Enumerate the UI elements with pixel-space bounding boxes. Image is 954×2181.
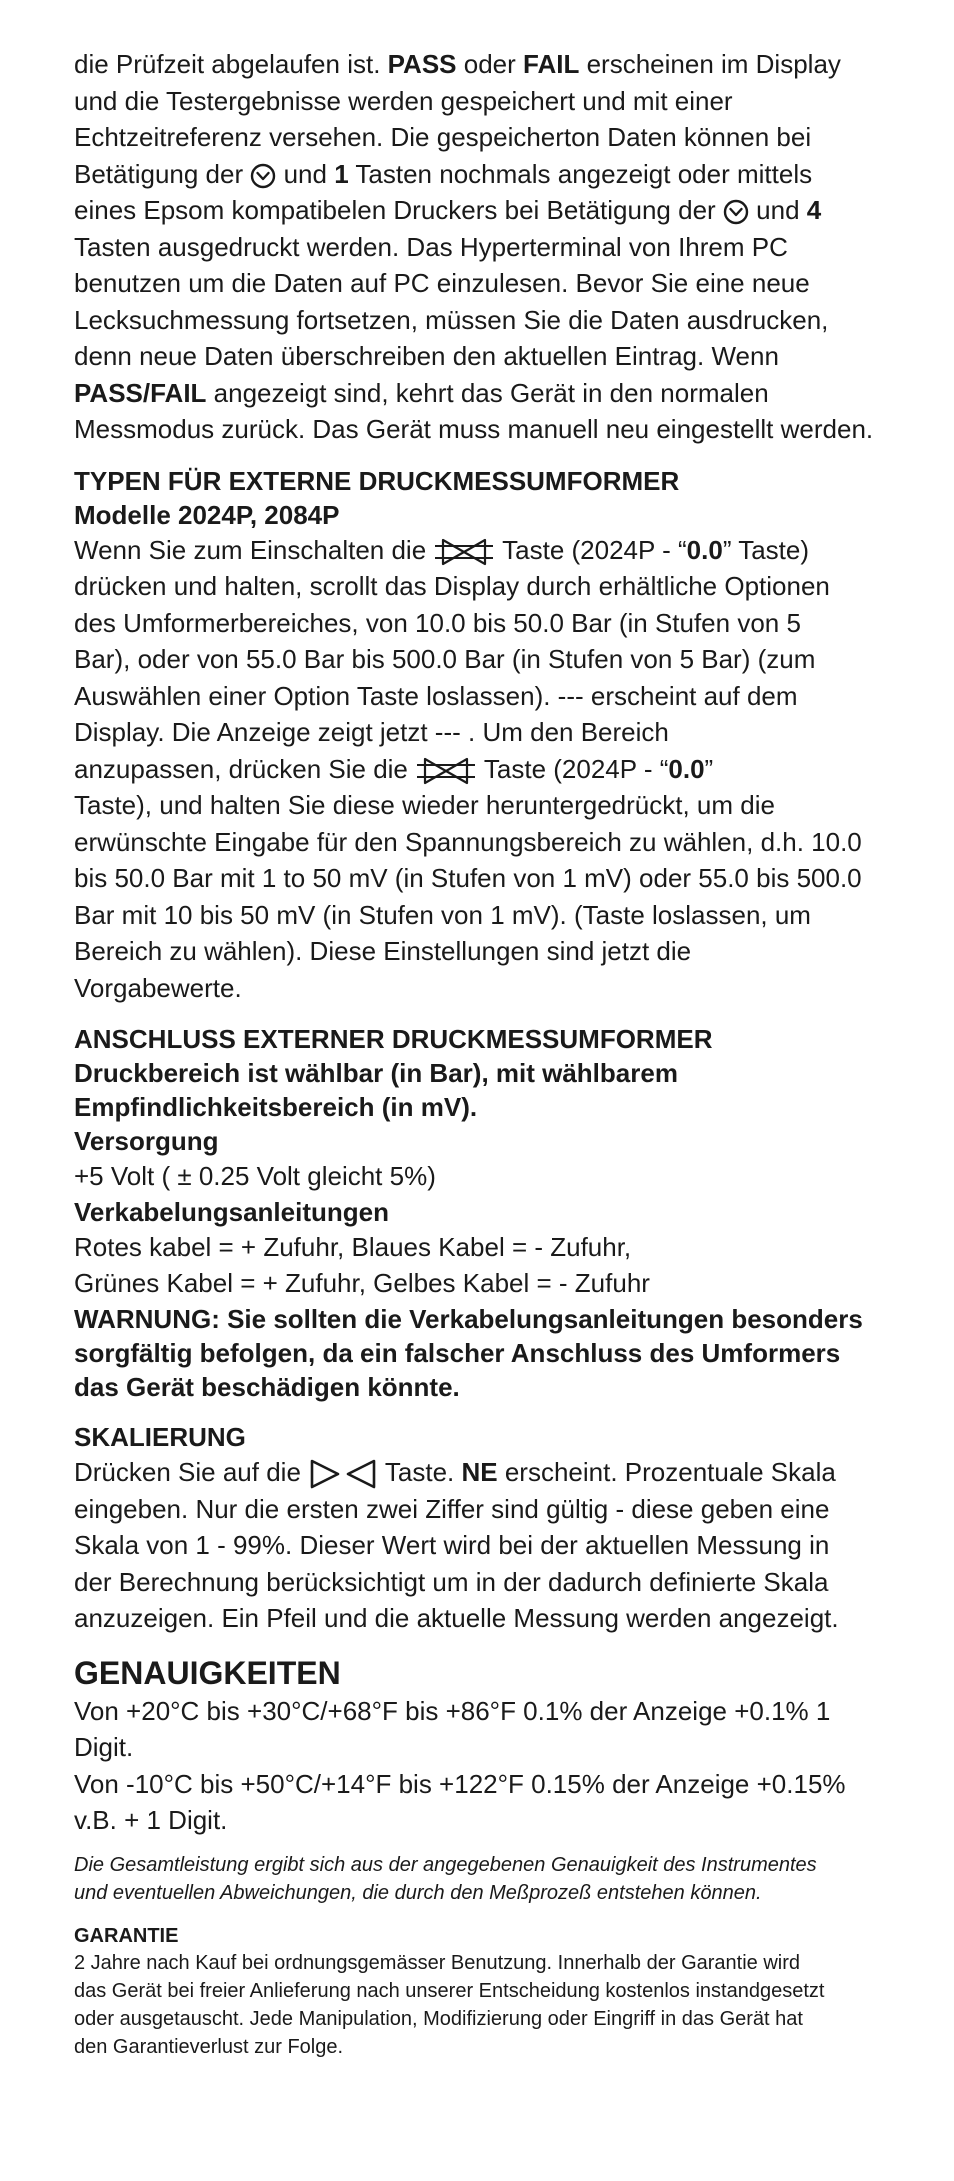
warning-line-3: das Gerät beschädigen könnte. xyxy=(74,1371,460,1402)
scaling-line-2: eingeben. Nur die ersten zwei Ziffer sind gültig - diese geben eine xyxy=(74,1493,830,1524)
passfail-label: PASS/FAIL xyxy=(74,377,207,408)
intro-line-8: Lecksuchmessung fortsetzen, müssen Sie die Daten ausdrucken, xyxy=(74,304,829,335)
types-line-12: Bereich zu wählen). Diese Einstellungen sind jetzt die xyxy=(74,936,692,966)
right-left-triangle-icon xyxy=(308,1457,378,1491)
scaling-section xyxy=(74,1420,898,1637)
scaling-line-1 xyxy=(74,1454,898,1491)
warranty-line-3: oder ausgetauscht. Jede Manipulation, Modifizierung oder Eingriff in das Gerät hat xyxy=(74,2007,803,2030)
bowtie-arrows-icon xyxy=(433,537,495,567)
types-section xyxy=(74,464,898,1007)
accuracy-line-1: Von +20°C bis +30°C/+68°F bis +86°F 0.1% der Anzeige +0.1% 1 xyxy=(74,1695,831,1726)
bowtie-arrows-icon xyxy=(415,756,477,786)
warranty-heading: GARANTIE xyxy=(74,1924,179,1947)
ne-label: NE xyxy=(461,1456,498,1487)
types-line-5: Auswählen einer Option Taste loslassen). --- erscheint auf dem xyxy=(74,680,798,711)
key-00-label: 0.0 xyxy=(668,753,705,784)
accuracy-note-1: Die Gesamtleistung ergibt sich aus der angegebenen Genauigkeit des Instrumentes xyxy=(74,1853,817,1876)
intro-line-5 xyxy=(74,192,898,229)
warranty-line-1: 2 Jahre nach Kauf bei ordnungsgemässer Benutzung. Innerhalb der Garantie wird xyxy=(74,1951,801,1974)
scaling-line-4: der Berechnung berücksichtigt um in der dadurch definierte Skala xyxy=(74,1566,829,1597)
types-line-10: bis 50.0 Bar mit 1 to 50 mV (in Stufen von 1 mV) oder 55.0 bis 500.0 xyxy=(74,863,862,893)
text: ” Taste) xyxy=(722,534,810,565)
intro-line-2: und die Testergebnisse werden gespeichert und mit einer xyxy=(74,85,733,116)
clock-circle-icon xyxy=(250,163,276,189)
intro-line-11: Messmodus zurück. Das Gerät muss manuell neu eingestellt werden. xyxy=(74,414,874,444)
types-line-2: drücken und halten, scrollt das Display durch erhältliche Optionen xyxy=(74,571,830,601)
supply-text: +5 Volt ( ± 0.25 Volt gleicht 5%) xyxy=(74,1161,436,1191)
key-4-label: 4 xyxy=(806,195,822,225)
text: Betätigung der xyxy=(74,158,251,189)
text: ” xyxy=(704,753,714,784)
intro-line-6: Tasten ausgedruckt werden. Das Hyperterminal von Ihrem PC xyxy=(74,231,788,262)
text: Taste (2024P - “ xyxy=(495,534,687,565)
types-line-13: Vorgabewerte. xyxy=(74,972,242,1003)
warranty-line-4: den Garantieverlust zur Folge. xyxy=(74,2035,344,2058)
connect-sub-2: Empfindlichkeitsbereich (in mV). xyxy=(74,1092,478,1122)
scaling-line-3: Skala von 1 - 99%. Dieser Wert wird bei der aktuellen Messung in xyxy=(74,1530,830,1561)
types-line-7 xyxy=(74,751,898,788)
types-line-4: Bar), oder von 55.0 Bar bis 500.0 Bar (in Stufen von 5 Bar) (zum xyxy=(74,644,816,674)
types-line-3: des Umformerbereiches, von 10.0 bis 50.0 Bar (in Stufen von 5 xyxy=(74,607,801,638)
supply-heading: Versorgung xyxy=(74,1126,219,1156)
accuracy-line-3: Von -10°C bis +50°C/+14°F bis +122°F 0.15% der Anzeige +0.15% xyxy=(74,1768,846,1799)
intro-line-4 xyxy=(74,156,898,193)
text: Taste. xyxy=(378,1456,462,1487)
intro-line-1 xyxy=(74,46,898,83)
text: Taste (2024P - “ xyxy=(477,753,669,784)
accuracy-heading: GENAUIGKEITEN xyxy=(74,1654,341,1691)
text: eines Epsom kompatibelen Druckers bei Betätigung der xyxy=(74,195,723,225)
intro-paragraph xyxy=(74,46,898,448)
scaling-line-5: anzuzeigen. Ein Pfeil und die aktuelle Messung werden angezeigt. xyxy=(74,1603,839,1634)
wiring-line-1: Rotes kabel = + Zufuhr, Blaues Kabel = - Zufuhr, xyxy=(74,1231,632,1262)
intro-line-10 xyxy=(74,375,898,412)
connect-heading: ANSCHLUSS EXTERNER DRUCKMESSUMFORMER xyxy=(74,1024,713,1054)
text: die Prüfzeit abgelaufen ist. xyxy=(74,49,388,79)
text: angezeigt sind, kehrt das Gerät in den normalen xyxy=(206,377,769,408)
text: und xyxy=(748,195,807,225)
intro-line-3: Echtzeitreferenz versehen. Die gespeicherton Daten können bei xyxy=(74,122,812,152)
warning-line-2: sorgfältig befolgen, da ein falscher Anschluss des Umformers xyxy=(74,1337,841,1368)
accuracy-note-2: und eventuellen Abweichungen, die durch den Meßprozeß entstehen können. xyxy=(74,1881,762,1904)
accuracy-section xyxy=(74,1653,898,1907)
intro-line-9: denn neue Daten überschreiben den aktuellen Eintrag. Wenn xyxy=(74,341,779,371)
types-line-11: Bar mit 10 bis 50 mV (in Stufen von 1 mV). (Taste loslassen, um xyxy=(74,899,811,930)
key-1-label: 1 xyxy=(334,158,349,189)
types-line-1 xyxy=(74,532,898,569)
warranty-section xyxy=(74,1923,898,2061)
types-line-8: Taste), und halten Sie diese wieder heruntergedrückt, um die xyxy=(74,790,775,820)
warranty-line-2: das Gerät bei freier Anlieferung nach unserer Entscheidung kostenlos instandgesetzt xyxy=(74,1979,825,2002)
connect-section xyxy=(74,1022,898,1404)
pass-label: PASS xyxy=(387,49,457,79)
text: Drücken Sie auf die xyxy=(74,1456,309,1487)
text: erscheinen im Display xyxy=(579,49,841,79)
types-subheading: Modelle 2024P, 2084P xyxy=(74,499,340,530)
text: und xyxy=(276,158,335,189)
scaling-heading: SKALIERUNG xyxy=(74,1421,246,1452)
text: erscheint. Prozentuale Skala xyxy=(497,1456,836,1487)
accuracy-line-4: v.B. + 1 Digit. xyxy=(74,1805,228,1836)
warning-line-1: WARNUNG: Sie sollten die Verkabelungsanleitungen besonders xyxy=(74,1303,863,1334)
clock-circle-icon xyxy=(723,199,749,225)
intro-line-7: benutzen um die Daten auf PC einzulesen. Bevor Sie eine neue xyxy=(74,268,810,298)
types-line-9: erwünschte Eingabe für den Spannungsbereich zu wählen, d.h. 10.0 xyxy=(74,826,862,857)
accuracy-line-2: Digit. xyxy=(74,1732,134,1763)
text: Wenn Sie zum Einschalten die xyxy=(74,534,434,565)
types-line-6: Display. Die Anzeige zeigt jetzt --- . Um den Bereich xyxy=(74,717,669,747)
fail-label: FAIL xyxy=(523,49,580,79)
text: oder xyxy=(456,49,524,79)
wiring-heading: Verkabelungsanleitungen xyxy=(74,1196,389,1227)
connect-sub-1: Druckbereich ist wählbar (in Bar), mit wählbarem xyxy=(74,1058,678,1088)
types-heading: TYPEN FÜR EXTERNE DRUCKMESSUMFORMER xyxy=(74,465,680,496)
text: anzupassen, drücken Sie die xyxy=(74,753,416,784)
key-00-label: 0.0 xyxy=(686,534,723,565)
wiring-line-2: Grünes Kabel = + Zufuhr, Gelbes Kabel = - Zufuhr xyxy=(74,1268,650,1298)
text: Tasten nochmals angezeigt oder mittels xyxy=(348,158,813,189)
